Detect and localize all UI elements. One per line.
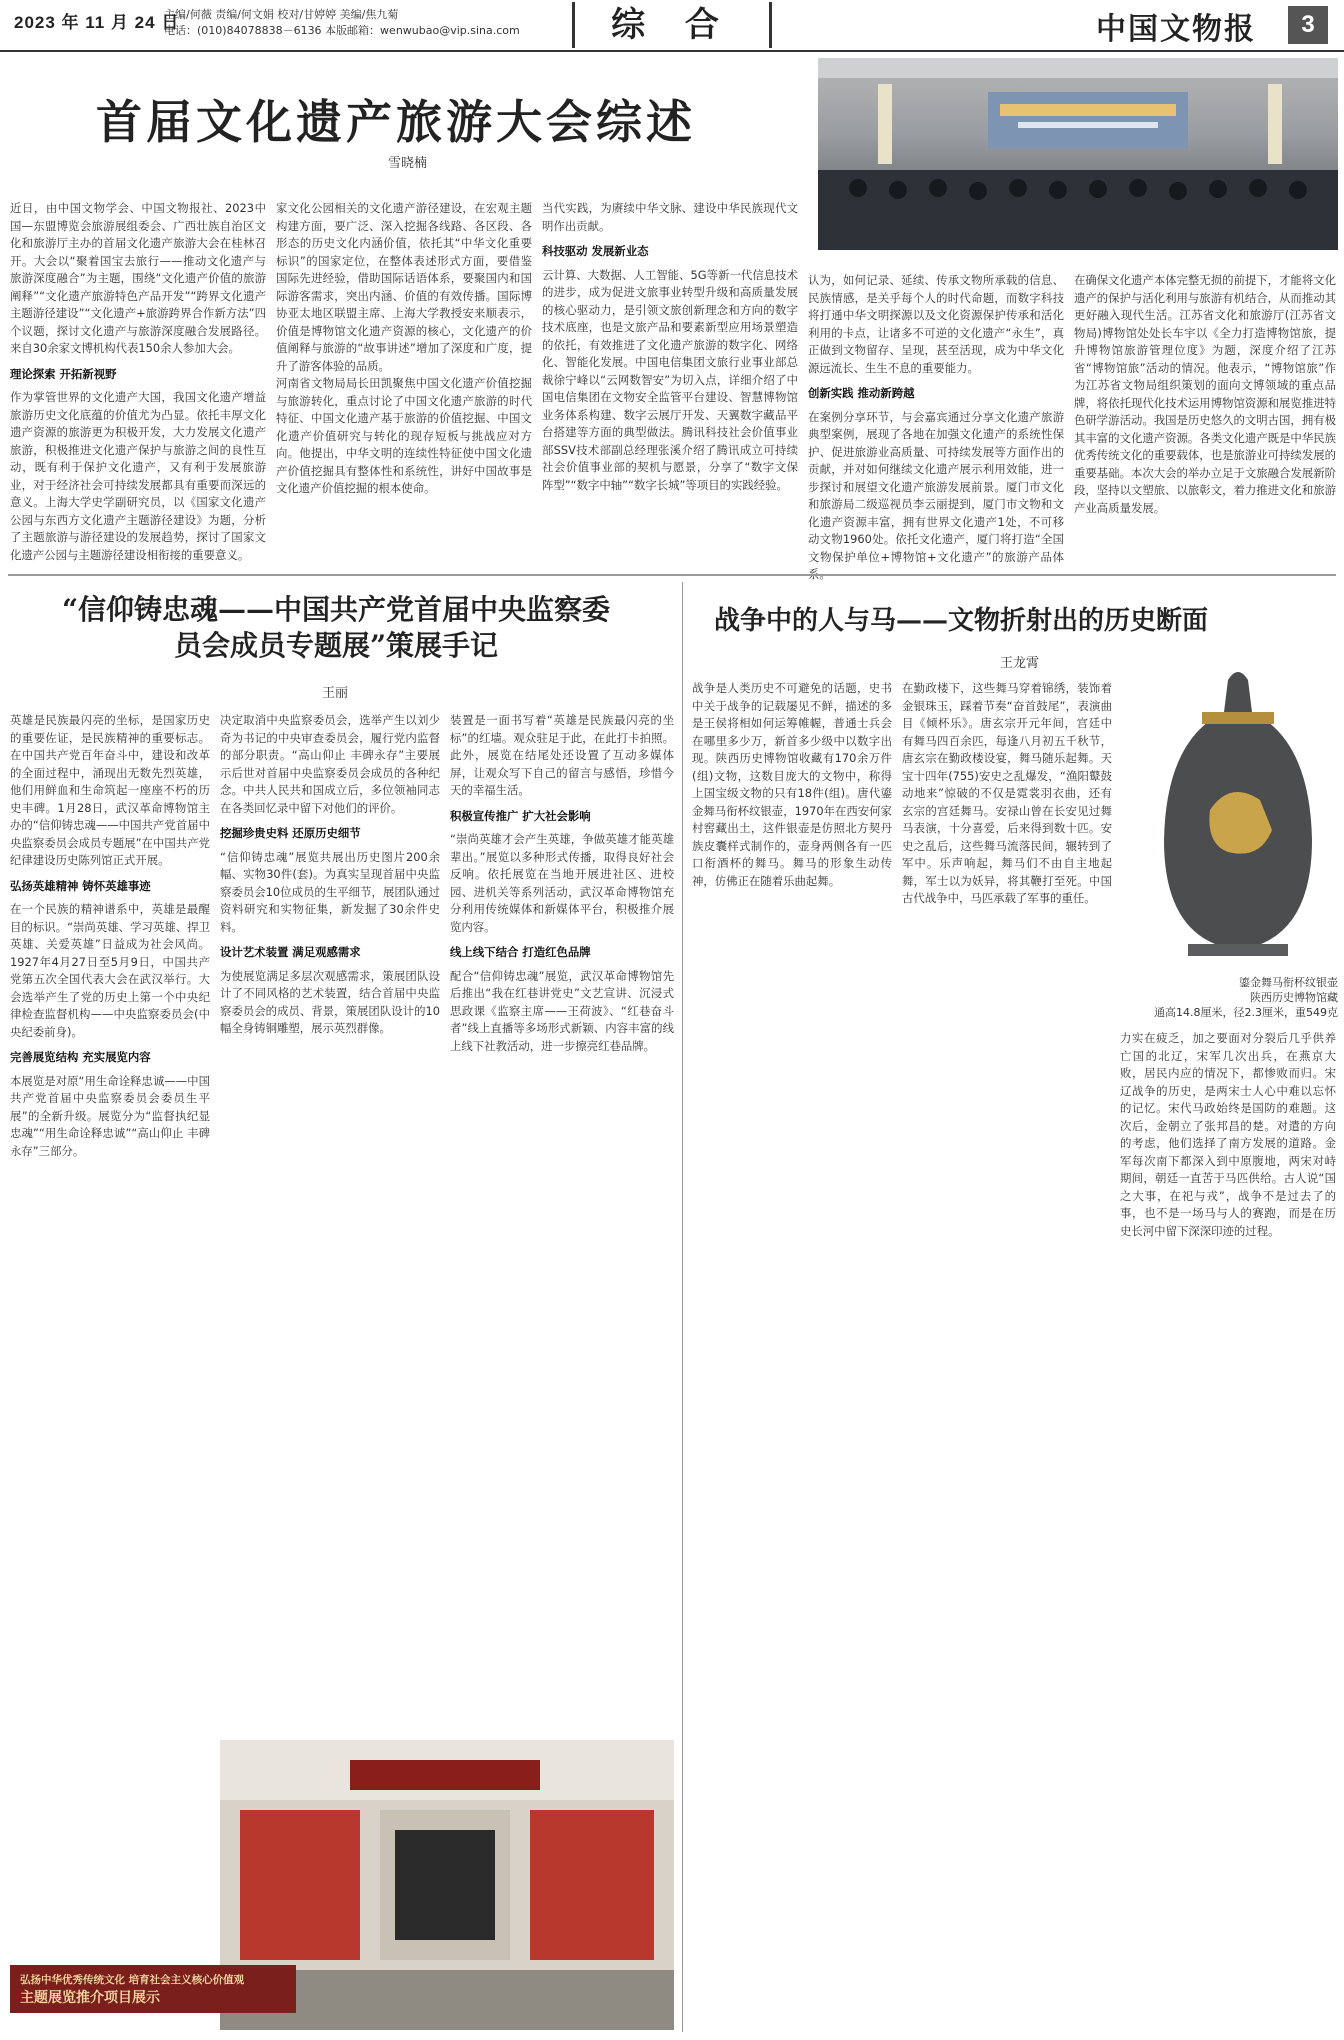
artifact-name: 鎏金舞马衔杯纹银壶 bbox=[1239, 976, 1338, 989]
article2-col1: 英雄是民族最闪亮的坐标，是国家历史的重要佐证，是民族精神的重要标志。在中国共产党百年奋斗中，建设和改革的全面过程中，涌现出无数先烈英雄，他们用鲜血和生命筑起一座座不朽的历史丰碑。1月28日，武汉革命博物馆主办的“信仰铸忠魂——中国共产党首届中央监察委员会成员专题展”在中国共产党纪律建设历史陈列馆正式开展。 弘扬英雄精神 铸怀英雄事迹 在一个民族的精神谱系中，英雄是最醒目的标识。“崇尚英雄、学习英雄、捍卫英雄、关爱英雄”日益成为社会风尚。1927年4月27日至5月9日，中国共产党第五次全国代表大会在武汉举行。大会选举产生了党的历史上第一个中央纪律检查监督机构——中央监察委员会(中央纪委前身)。 完善展览结构 充实展览内容 本展览是对原“用生命诠释忠诚——中国共产党首届中央监察委员会委员生平展”的全新升级。展览分为“监督执纪显忠魂”“用生命诠释忠诚”“高山仰止 丰碑永存”三部分。 bbox=[10, 713, 210, 1158]
artifact-caption bbox=[1120, 975, 1338, 1020]
article3-col1: 战争是人类历史不可避免的话题，史书中关于战争的记载屡见不鲜，描述的多是王侯将相如何运筹帷幄，普通士兵会在哪里多少万，新首多少级中以数字出现。陕西历史博物馆收藏有170余万件(组)文物，这数目庞大的文物中，称得上国宝级文物的只有18件(组)。唐代鎏金舞马衔杯纹银壶，1970年在西安何家村窖藏出土，这件银壶是仿照北方契丹族皮囊样式制作的，壶身两侧各有一匹口衔酒杯的舞马。舞马的形象生动传神，仿佛正在随着乐曲起舞。 bbox=[692, 681, 892, 888]
article1-title: 首届文化遗产旅游大会综述 bbox=[96, 95, 696, 149]
conference-photo bbox=[818, 58, 1338, 250]
staff-line-1: 主编/何薇 责编/何文娟 校对/甘婷婷 美编/焦九菊 bbox=[164, 8, 399, 21]
article3-col3: 力实在疲乏，加之要面对分裂后几乎供养亡国的北辽，宋军几次出兵，在燕京大败，居民内应的情况下，都惨败而归。宋辽战争的历史，是两宋士人心中难以忘怀的记忆。宋代马政始终是国防的难题。这次后，金朝立了张邦昌的楚。对遣的方向的考虑，他们选择了南方发展的道路。金军每次南下都深入到中原腹地，两宋对峙期间，朝廷一直苦于马匹供给。古人说“国之大事，在祀与戎”，战争不是过去了的事，也不是一场马与人的赛跑，而是在历史长河中留下深深印迹的过程。 bbox=[1120, 1031, 1336, 1238]
newspaper-logo: 中国文物报 bbox=[1096, 12, 1256, 47]
article2-subhead-6: 线上线下结合 打造红色品牌 bbox=[450, 945, 591, 959]
article2-subhead-3: 挖掘珍贵史料 还原历史细节 bbox=[220, 826, 361, 840]
banner-line-2: 主题展览推介项目展示 bbox=[20, 1990, 160, 2006]
article2-col2: 决定取消中央监察委员会，选举产生以刘少奇为书记的中央审查委员会，履行党内监督的部分职责。“高山仰止 丰碑永存”主要展示后世对首届中央监察委员会成员的各种纪念。中共人民共和国成立后，多位领袖同志在各类回忆录中留下对他们的评价。 挖掘珍贵史料 还原历史细节 “信仰铸忠魂”展览共展出历史图片200余幅、实物30件(套)。为真实呈现首届中央监察委员会10位成员的生平细节，展团队通过资料研究和实物征集，新发掘了30余件史料。 设计艺术装置 满足观感需求 为使展览满足多层次观感需求，策展团队设计了不同风格的艺术装置，结合首届中央监察委员会的成员、背景，策展团队设计的10幅全身铸铜雕塑，展示英烈群像。 bbox=[220, 713, 440, 1035]
article1-author: 雪晓楠 bbox=[388, 156, 428, 171]
artifact-dimensions: 通高14.8厘米，径2.3厘米，重549克 bbox=[1154, 1006, 1338, 1019]
article3-author: 王龙霄 bbox=[1000, 656, 1040, 671]
article1-col2: 家文化公园相关的文化遗产游径建设，在宏观主题构建方面，要广泛、深入挖掘各线路、各区段、各形态的历史文化内涵价值，依托其“中华文化重要标识”的国家定位，在整体表述形式方面，要借鉴国际先进经验，借助国际话语体系，要聚国内和国际游客需求，突出内涵、价值的有效传播。国际博协亚太地区联盟主席、上海大学教授安来顺表示，价值是博物馆文化遗产资源的核心，文化遗产的价值阐释与旅游的“故事讲述”增加了深度和广度，提升了游客体验的品质。 河南省文物局局长田凯聚焦中国文化遗产价值挖掘与旅游转化，重点讨论了中国文化遗产旅游的时代特征、中国文化遗产基于旅游的价值挖掘、中国文化遗产价值研究与转化的现存短板与挑战应对方向。他提出，中华文明的连续性特征使中国文化遗产价值挖掘具有整体性和系统性，讲好中国故事是文化遗产价值挖掘的根本使命。 bbox=[276, 201, 532, 495]
article2-subhead-1: 弘扬英雄精神 铸怀英雄事迹 bbox=[10, 878, 151, 893]
staff-line-2: 电话：(010)84078838－6136 本版邮箱：wenwubao@vip.sina.com bbox=[164, 24, 520, 37]
article1-subhead-3: 创新实践 推动新跨越 bbox=[808, 386, 915, 400]
page-header bbox=[0, 0, 1344, 52]
page-number: 3 bbox=[1288, 6, 1328, 44]
divider-horizontal bbox=[8, 574, 1336, 576]
article2-title: “信仰铸忠魂——中国共产党首届中央监察委员会成员专题展”策展手记 bbox=[61, 593, 611, 662]
article2-subhead-5: 积极宣传推广 扩大社会影响 bbox=[450, 808, 591, 823]
artifact-photo bbox=[1140, 660, 1336, 966]
article1-col1: 近日，由中国文物学会、中国文物报社、2023中国—东盟博览会旅游展组委会、广西壮族自治区文化和旅游厅主办的首届文化遗产旅游大会在桂林召开。大会以“聚着国宝去旅行——推动文化遗产与旅游深度融合”为主题，围绕“文化遗产价值的旅游阐释”“文化遗产旅游特色产品开发”“跨界文化遗产主题游径建设”“文化遗产+旅游跨界合作新方法”四个议题，探讨文化遗产与旅游深度融合发展路径。来自30余家文博机构代表150余人参加大会。 理论探索 开拓新视野 作为掌管世界的文化遗产大国，我国文化遗产增益旅游历史文化底蕴的价值尤为凸显。依托丰厚文化遗产资源的旅游更为积极开发，大力发展文化遗产旅游，积极推进文化遗产保护与旅游之间的良性互动，既有利于保护文化遗产，又有利于发展旅游业，对于经济社会可持续发展都具有重要而深远的意义。上海大学史学副研究员，以《国家文化遗产公园与东西方文化遗产主题游径建设》为题，分析了主题旅游与游径建设的发展趋势，探讨了国家文化遗产公园与主题游径建设相衔接的重要意义。 bbox=[10, 201, 266, 562]
silver-pot-image bbox=[1140, 660, 1336, 966]
article1-subhead-1: 理论探索 开拓新视野 bbox=[10, 366, 117, 381]
promo-banner bbox=[10, 1965, 296, 2013]
article3-title: 战争中的人与马——文物折射出的历史断面 bbox=[714, 606, 1209, 636]
artifact-museum: 陕西历史博物馆藏 bbox=[1250, 991, 1338, 1004]
article1-col3: 当代实践，为赓续中华文脉、建设中华民族现代文明作出贡献。 科技驱动 发展新业态 云计算、大数据、人工智能、5G等新一代信息技术的进步，成为促进文旅事业转型升级和高质量发展的核心驱动力，是引领文旅创新理念和方向的数字技术底座，也是文旅产品和要素新型应用场景塑造的依托，有效推进了文化遗产旅游的数字化、网络化、智能化发展。中国电信集团文旅行业事业部总裁徐宁峰以“云网数智安”为切入点，详细介绍了中国电信集团在文物安全监管平台建设、智慧博物馆业务体系构建、数字云展厅开发、天翼数字藏品平台搭建等方面的典型做法。腾讯科技社会价值事业部SSV技术部副总经理张溪介绍了腾讯成立可持续社会价值事业部的契机与愿景，分享了“数字文保阵型”“数字中轴”“数字长城”等项目的实践经验。 bbox=[542, 201, 798, 492]
divider-vertical bbox=[682, 582, 683, 2032]
article2-col3: 装置是一面书写着“英雄是民族最闪亮的坐标”的红墙。观众驻足于此，在此打卡拍照。此外，展览在结尾处还设置了互动多媒体屏，让观众写下自己的留言与感悟，珍惜今天的幸福生活。 积极宣传推广 扩大社会影响 “崇尚英雄才会产生英雄，争做英雄才能英雄辈出。”展览以多种形式传播，取得良好社会反响。依托展览在当地开展进社区、进校园、进机关等系列活动，武汉革命博物馆充分利用传统媒体和新媒体平台，积极推介展览内容。 线上线下结合 打造红色品牌 配合“信仰铸忠魂”展览，武汉革命博物馆先后推出“我在红巷讲党史”文艺宣讲、沉浸式思政课《监察主席——王荷波》、“红巷奋斗者”线上直播等多场形式新颖、内容丰富的线上线下社教活动，进一步擦亮红巷品牌。 bbox=[450, 713, 674, 1053]
article1-col5: 在确保文化遗产本体完整无损的前提下，才能将文化遗产的保护与活化利用与旅游有机结合，从而推动其更好融入现代生活。江苏省文化和旅游厅(江苏省文物局)博物馆处处长车宇以《全力打造博物馆旅，提升博物馆旅游管理位度》为题，深度介绍了江苏省“博物馆旅”活动的情况。他表示，“博物馆旅”作为江苏省文物局组织策划的面向文博领域的重点品牌，将依托现代化技术运用博物馆资源和展览推进特色研学游活动。我国是历史悠久的文明古国，拥有极其丰富的文化遗产资源。各类文化遗产既是中华民族优秀传统文化的重要载体，也是旅游业可持续发展的重要基础。本次大会的举办立足于文旅融合发展新阶段，坚持以文塑旅、以旅彰文，着力推进文化和旅游产业高质量发展。 bbox=[1074, 273, 1336, 515]
issue-date: 2023 年 11 月 24 日 bbox=[14, 13, 180, 32]
section-name: 综 合 bbox=[572, 2, 772, 48]
banner-line-1: 弘扬中华优秀传统文化 培育社会主义核心价值观 bbox=[20, 1974, 245, 1986]
article2-subhead-2: 完善展览结构 充实展览内容 bbox=[10, 1050, 151, 1064]
article2-author: 王丽 bbox=[322, 686, 349, 701]
conference-hall-image bbox=[818, 58, 1338, 250]
article2-subhead-4: 设计艺术装置 满足观感需求 bbox=[220, 945, 361, 959]
article1-col4: 认为，如何记录、延续、传承文物所承载的信息、民族情感，是关乎每个人的时代命题，而数字科技将打通中华文明探源以及文化资源保护传承和活化利用的卡点，让诸多不可逆的文化遗产“永生”，真正做到文物留存、呈现，甚至活现，成为中华文化源远流长、生生不息的重要能力。 创新实践 推动新跨越 在案例分享环节，与会嘉宾通过分享文化遗产旅游典型案例，展现了各地在加强文化遗产的系统性保护、促进旅游业高质量、可持续发展等方面作出的贡献，并对如何继续文化遗产展示利用效能，进一步探讨和展望文化遗产旅游发展前景。厦门市文化和旅游局二级巡视员李云丽提到，厦门市文物和文化遗产资源丰富，拥有世界文化遗产1处，不可移动文物1960处。依托文化遗产，厦门将打造“全国文物保护单位+博物馆+文化遗产”的旅游产品体 bbox=[808, 273, 1064, 564]
staff-info bbox=[164, 7, 520, 39]
article1-subhead-2: 科技驱动 发展新业态 bbox=[542, 244, 649, 258]
article3-col2: 在勤政楼下，这些舞马穿着锦绣，装饰着金银珠玉，踩着节奏“奋首鼓尾”，表演曲目《倾杯乐》。唐玄宗开元年间，宫廷中有舞马四百余匹，每逢八月初五千秋节，唐玄宗在勤政楼设宴，舞马随乐起舞。天宝十四年(755)安史之乱爆发，“渔阳鼙鼓动地来”惊破的不仅是霓裳羽衣曲，还有玄宗的宫廷舞马。安禄山曾在长安见过舞马表演，十分喜爱，后来得到数十匹。安史之乱后，这些舞马流落民间，辗转到了军中。乐声响起，舞马们不由自主地起舞，军士以为妖异，将其鞭打至死。中国古代战争中，马匹承载了军事的重任。 bbox=[902, 681, 1112, 905]
